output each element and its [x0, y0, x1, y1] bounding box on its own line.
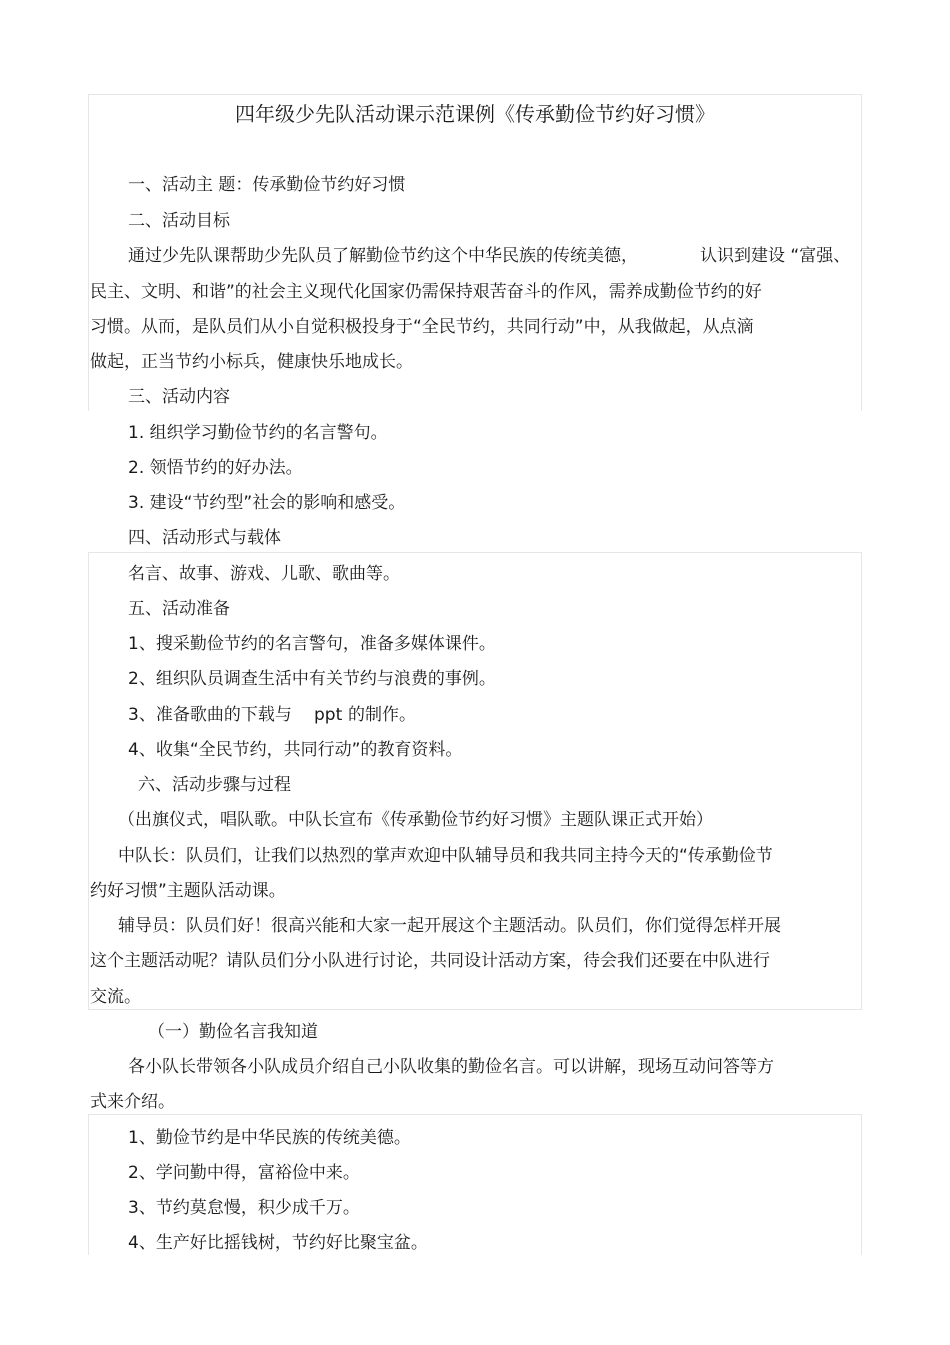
text-line: 式来介绍。	[90, 1092, 175, 1112]
text-line: 四、活动形式与载体	[128, 528, 281, 548]
text-line: 六、活动步骤与过程	[138, 775, 291, 795]
text-line: 一、活动主 题：传承勤俭节约好习惯	[128, 175, 406, 195]
text-line: 三、活动内容	[128, 387, 230, 407]
text-line: 2、学问勤中得，富裕俭中来。	[128, 1163, 360, 1183]
text-line: 2. 领悟节约的好办法。	[128, 458, 303, 478]
text-line: （一）勤俭名言我知道	[148, 1022, 318, 1042]
text-line: 3. 建设“节约型”社会的影响和感受。	[128, 493, 406, 513]
text-line: 做起，正当节约小标兵，健康快乐地成长。	[90, 352, 413, 372]
text-line: 1. 组织学习勤俭节约的名言警句。	[128, 423, 388, 443]
text-line: （出旗仪式，唱队歌。中队长宣布《传承勤俭节约好习惯》主题队课正式开始）	[118, 810, 713, 830]
text-line: 3、准备歌曲的下载与	[128, 705, 292, 725]
text-line: 五、活动准备	[128, 599, 230, 619]
text-line: 辅导员：队员们好！很高兴能和大家一起开展这个主题活动。队员们，你们觉得怎样开展	[118, 916, 781, 936]
text-line: 二、活动目标	[128, 211, 230, 231]
text-line: 这个主题活动呢？请队员们分小队进行讨论，共同设计活动方案，待会我们还要在中队进行	[90, 951, 770, 971]
text-line: 的制作。	[348, 705, 416, 725]
document-title: 四年级少先队活动课示范课例《传承勤俭节约好习惯》	[235, 102, 715, 126]
text-line: 1、搜采勤俭节约的名言警句，准备多媒体课件。	[128, 634, 496, 654]
text-line: 通过少先队课帮助少先队员了解勤俭节约这个中华民族的传统美德，	[128, 246, 638, 266]
text-line: 习惯。从而，是队员们从小自觉积极投身于“全民节约，共同行动”中，从我做起，从点滴	[90, 317, 754, 337]
text-line: 1、勤俭节约是中华民族的传统美德。	[128, 1128, 411, 1148]
text-line: ppt	[314, 705, 343, 725]
text-line: 2、组织队员调查生活中有关节约与浪费的事例。	[128, 669, 496, 689]
text-line: 3、节约莫怠慢，积少成千万。	[128, 1198, 360, 1218]
text-line: 中队长：队员们，让我们以热烈的掌声欢迎中队辅导员和我共同主持今天的“传承勤俭节	[118, 846, 773, 866]
text-line: 认识到建设 “富强、	[700, 246, 851, 266]
text-line: 约好习惯”主题队活动课。	[90, 881, 286, 901]
text-line: 名言、故事、游戏、儿歌、歌曲等。	[128, 564, 400, 584]
text-line: 民主、文明、和谐”的社会主义现代化国家仍需保持艰苦奋斗的作风，需养成勤俭节约的好	[90, 282, 762, 302]
text-line: 交流。	[90, 987, 141, 1007]
text-line: 各小队长带领各小队成员介绍自己小队收集的勤俭名言。可以讲解，现场互动问答等方	[128, 1057, 774, 1077]
text-line: 4、收集“全民节约，共同行动”的教育资料。	[128, 740, 463, 760]
text-line: 4、生产好比摇钱树，节约好比聚宝盆。	[128, 1233, 428, 1253]
